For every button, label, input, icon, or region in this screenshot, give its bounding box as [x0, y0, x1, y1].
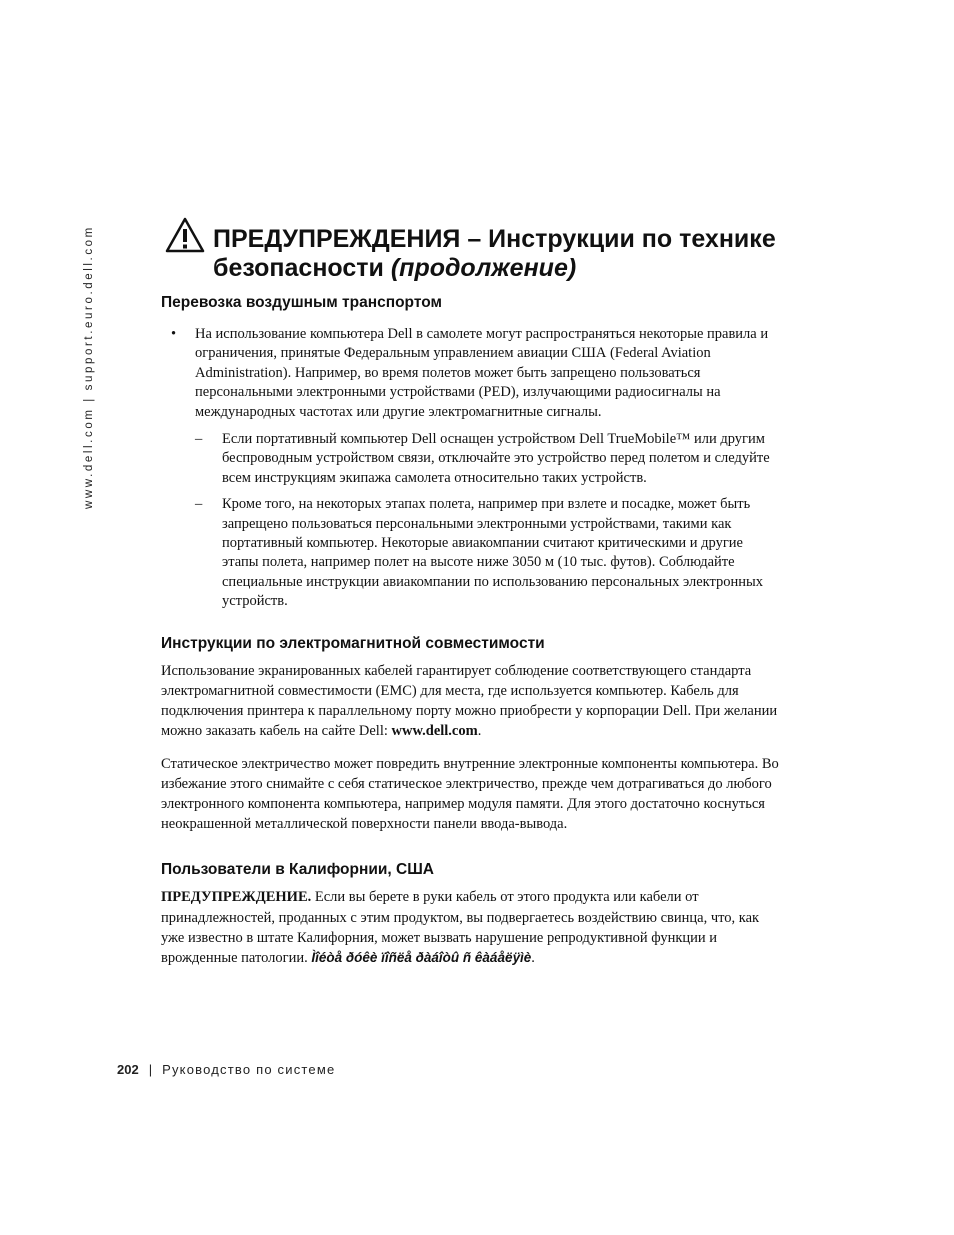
static-paragraph: Статическое электричество может повредить внутренние электронные компоненты компьютера. Во избежание этого снимайте с себя статическое электричество, прежде чем дотрагиваться до любого электронного компонента компьютера, например модуля памяти. Для этого достаточно коснуться неокрашенной металлической поверхности панели ввода-вывода. — [161, 755, 779, 833]
section-heading-emc: Инструкции по электромагнитной совместимости — [161, 634, 545, 652]
garbled-text: Ìîéòå ðóêè ïîñëå ðàáîòû ñ êàáåëÿìè — [311, 949, 532, 965]
page-footer — [117, 1062, 335, 1077]
title-continued: (продолжение) — [390, 254, 577, 282]
section-heading-air-travel: Перевозка воздушным транспортом — [161, 294, 442, 311]
title-main: ПРЕДУПРЕЖДЕНИЯ – Инструкции по технике безопасности — [213, 225, 776, 282]
california-text: Если вы берете в руки кабель от этого продукта или кабели от принадлежностей, проданных с этим продуктом, вы подвергаетесь воздействию свинца, что, как уже известно в штате Калифорния, может вызвать нарушение репродуктивной функции и врожденные патологии. — [161, 889, 760, 966]
california-paragraph — [161, 887, 781, 968]
sub-list-item: – Кроме того, на некоторых этапах полета, например при взлете и посадке, может быть запрещено пользоваться персональными электронными устройствами, такими как портативный компьютер. Некоторые авиакомпании считают критическими и другие этапы полета, например полет на высоте ниже 3050 м (10 тыс. футов). Соблюдайте специальные инструкции авиакомпании по использованию персональных электронных устройств. — [195, 495, 781, 611]
dell-website-link[interactable]: www.dell.com — [391, 723, 478, 740]
page-title — [213, 225, 813, 283]
footer-separator: | — [148, 1062, 153, 1077]
page-number: 202 — [117, 1062, 139, 1077]
warning-triangle-icon — [165, 217, 205, 253]
emc-text-end: . — [477, 723, 482, 740]
emc-text: Использование экранированных кабелей гарантирует соблюдение соответствующего стандарта электромагнитной совместимости (EMC) для места, где используется компьютер. Кабель для подключения принтера к параллельному порту можно приобрести у корпорации Dell. При желании можно заказать кабель на сайте Dell: — [161, 662, 778, 740]
section-heading-california: Пользователи в Калифорнии, США — [161, 861, 434, 879]
side-url: www.dell.com | support.euro.dell.com — [83, 225, 95, 509]
sub-list — [195, 430, 781, 612]
emc-paragraph — [161, 661, 781, 742]
sub-list-item: – Если портативный компьютер Dell оснащен устройством Dell TrueMobile™ или другим беспроводным устройством связи, отключайте это устройство перед полетом и следуйте всем инструкциям экипажа самолета относительно таких устройств. — [195, 430, 781, 488]
air-travel-list — [161, 325, 781, 612]
footer-title: Руководство по системе — [162, 1062, 336, 1077]
bullet-text: На использование компьютера Dell в самолете могут распространяться некоторые правила и ограничения, принятые Федеральным управлением авиации США (Federal Aviation Administration). Например, во время полетов может быть запрещено пользоваться персональными электронными устройствами (PED), излучающими радиосигналы на международных частотах или другие электромагнитные сигналы. — [195, 326, 769, 420]
main-content — [161, 292, 781, 968]
list-item — [161, 325, 781, 612]
california-end: . — [531, 949, 535, 966]
warning-lead: ПРЕДУПРЕЖДЕНИЕ. — [161, 889, 312, 906]
